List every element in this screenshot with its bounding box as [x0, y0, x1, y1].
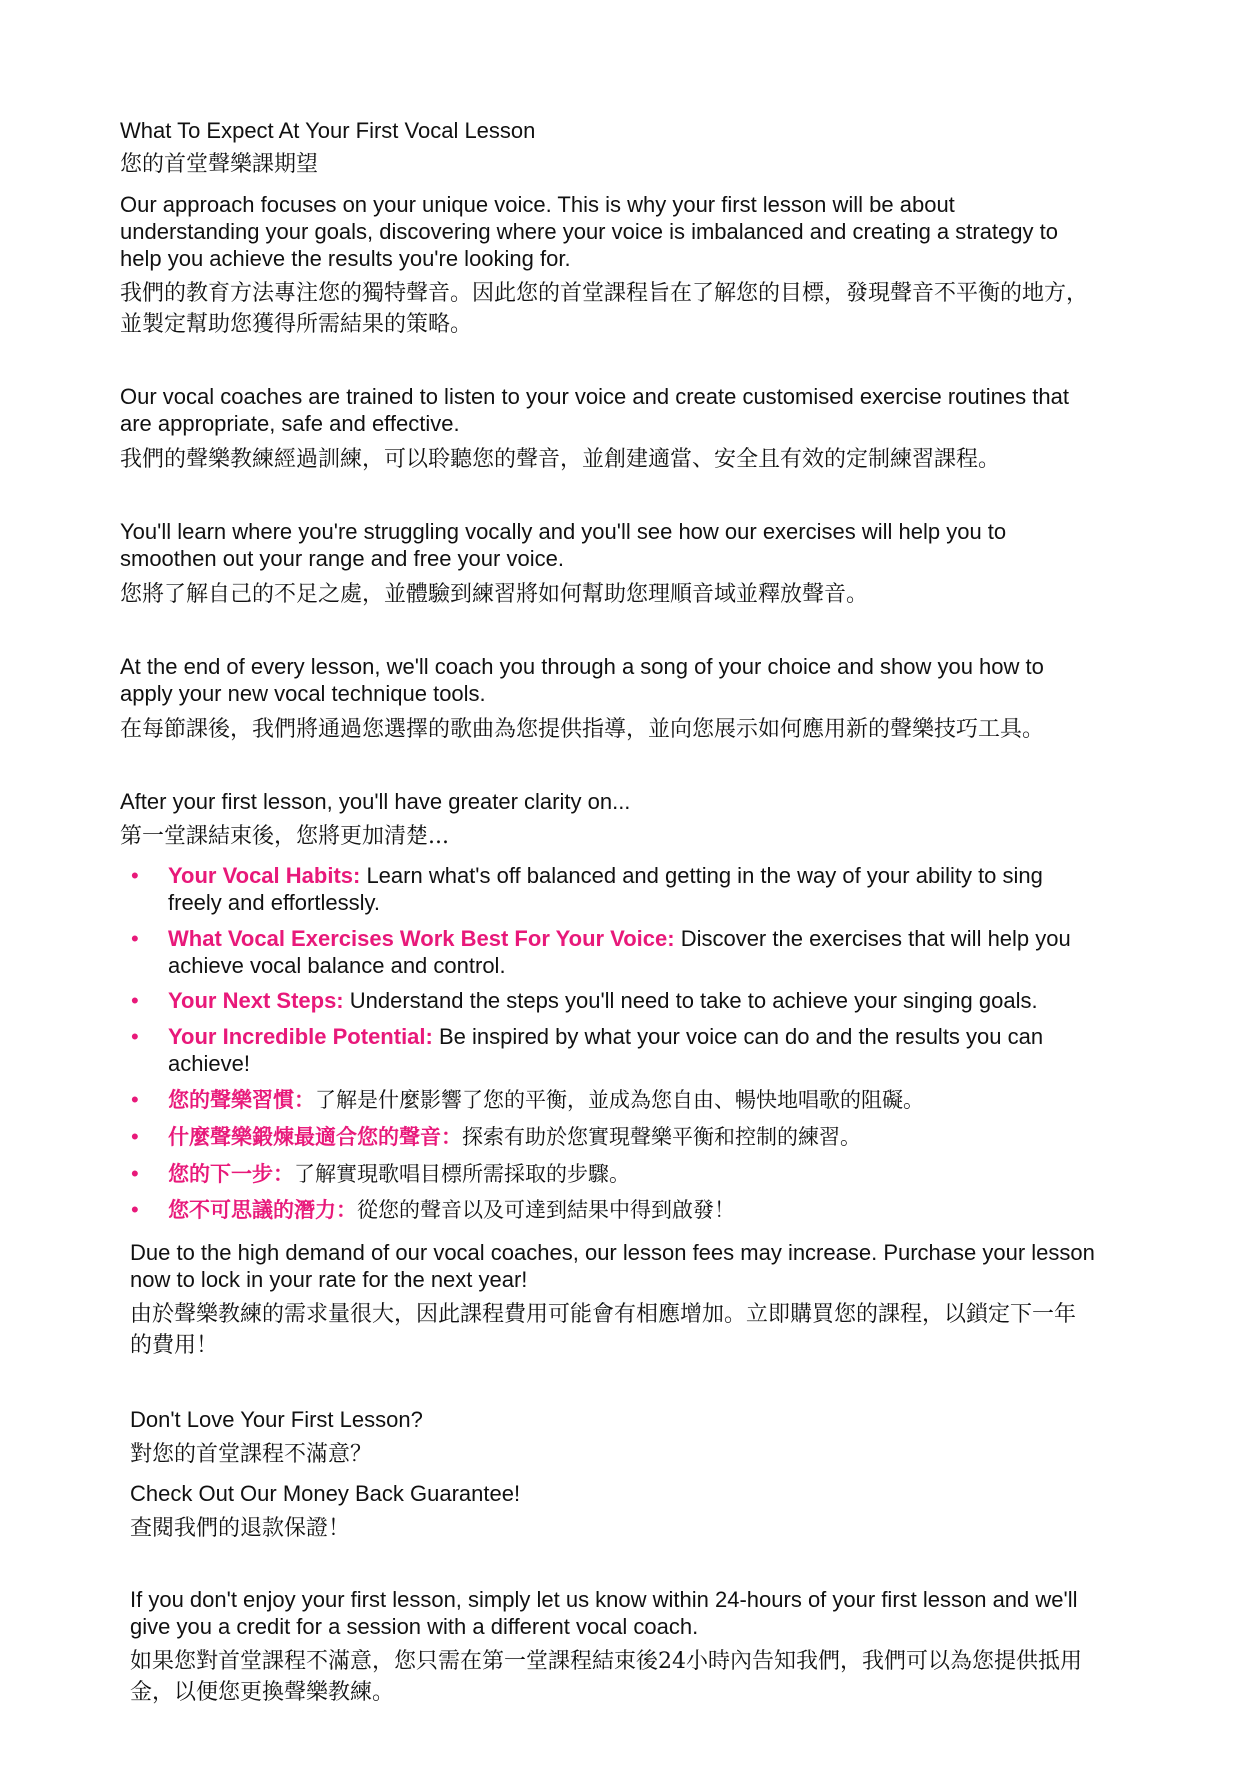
section-3-line-2: smoothen out your range and free your voice.	[120, 546, 564, 571]
demand-line-1: Due to the high demand of our vocal coaches, our lesson fees may increase. Purchase your lesson	[130, 1240, 1095, 1265]
demand-zh-line-1: 由於聲樂教練的需求量很大，因此課程費用可能會有相應增加。立即購買您的課程，以鎖定下一年	[130, 1302, 1077, 1327]
bullet-marker: •	[131, 863, 139, 888]
page-title-zh: 您的首堂聲樂課期望	[120, 152, 319, 177]
bullet-item-vocal-habits	[168, 862, 1043, 889]
bullet-label: What Vocal Exercises Work Best For Your Voice:	[168, 926, 675, 951]
bullet-label: Your Next Steps:	[168, 988, 344, 1013]
page-title: What To Expect At Your First Vocal Lesson	[120, 118, 536, 143]
bullet-label: Your Vocal Habits:	[168, 863, 361, 888]
section-2-line-2: are appropriate, safe and effective.	[120, 411, 460, 436]
section-4-line-1: At the end of every lesson, we'll coach you through a song of your choice and show you how to	[120, 654, 1044, 679]
dont-love-heading: Don't Love Your First Lesson?	[130, 1407, 423, 1432]
dont-love-heading-zh: 對您的首堂課程不滿意？	[130, 1442, 373, 1467]
section-1-zh-line-1: 我們的教育方法專注您的獨特聲音。因此您的首堂課程旨在了解您的目標，發現聲音不平衡的地方，	[120, 281, 1089, 306]
bullet-text: 從您的聲音以及可達到結果中得到啟發！	[357, 1198, 735, 1222]
section-4-line-2: apply your new vocal technique tools.	[120, 681, 486, 706]
refund-zh-line-2: 金，以便您更換聲樂教練。	[130, 1680, 395, 1705]
bullet-item-potential-cont: achieve!	[168, 1051, 250, 1076]
bullet-text: 了解實現歌唱目標所需採取的步驟。	[294, 1162, 630, 1186]
bullet-item-next-steps-zh	[168, 1160, 630, 1188]
section-3-line-1: You'll learn where you're struggling vocally and you'll see how our exercises will help you to	[120, 519, 1007, 544]
section-4-zh-line-1: 在每節課後，我們將通過您選擇的歌曲為您提供指導，並向您展示如何應用新的聲樂技巧工具。	[120, 717, 1045, 742]
bullet-item-vocal-exercises-zh	[168, 1123, 861, 1151]
bullet-label: 您的聲樂習慣：	[168, 1087, 315, 1112]
bullet-marker: •	[131, 1161, 139, 1186]
bullet-item-vocal-exercises	[168, 925, 1071, 952]
bullet-item-potential	[168, 1023, 1043, 1050]
bullet-marker: •	[131, 1024, 139, 1049]
bullet-marker: •	[131, 1124, 139, 1149]
bullet-text: Be inspired by what your voice can do and the results you can	[432, 1024, 1044, 1049]
refund-line-2: give you a credit for a session with a different vocal coach.	[130, 1614, 699, 1639]
demand-line-2: now to lock in your rate for the next year!	[130, 1267, 528, 1292]
clarity-intro-zh: 第一堂課結束後，您將更加清楚...	[120, 824, 449, 849]
bullet-item-next-steps	[168, 987, 1038, 1014]
refund-zh-line-1: 如果您對首堂課程不滿意，您只需在第一堂課程結束後24小時內告知我們，我們可以為您提供抵用	[130, 1649, 1082, 1674]
refund-line-1: If you don't enjoy your first lesson, simply let us know within 24-hours of your first lesson and we'll	[130, 1587, 1078, 1612]
bullet-marker: •	[131, 1197, 139, 1222]
bullet-label: 您的下一步：	[168, 1161, 294, 1186]
bullet-text: Understand the steps you'll need to take to achieve your singing goals.	[343, 988, 1038, 1013]
bullet-text: 探索有助於您實現聲樂平衡和控制的練習。	[462, 1125, 861, 1149]
section-2-zh-line-1: 我們的聲樂教練經過訓練，可以聆聽您的聲音，並創建適當、安全且有效的定制練習課程。	[120, 447, 1001, 472]
bullet-label: Your Incredible Potential:	[168, 1024, 433, 1049]
bullet-label: 什麼聲樂鍛煉最適合您的聲音：	[168, 1124, 462, 1149]
section-3-zh-line-1: 您將了解自己的不足之處，並體驗到練習將如何幫助您理順音域並釋放聲音。	[120, 582, 869, 607]
bullet-item-vocal-habits-cont: freely and effortlessly.	[168, 890, 380, 915]
bullet-item-vocal-exercises-cont: achieve vocal balance and control.	[168, 953, 506, 978]
bullet-text: Learn what's off balanced and getting in the way of your ability to sing	[360, 863, 1043, 888]
section-1-zh-line-2: 並製定幫助您獲得所需結果的策略。	[120, 312, 473, 337]
bullet-label: 您不可思議的潛力：	[168, 1197, 357, 1222]
bullet-marker: •	[131, 988, 139, 1013]
section-1-line-3: help you achieve the results you're looking for.	[120, 246, 571, 271]
clarity-intro: After your first lesson, you'll have greater clarity on...	[120, 789, 631, 814]
bullet-item-vocal-habits-zh	[168, 1086, 924, 1114]
guarantee-heading-zh: 查閱我們的退款保證！	[130, 1516, 351, 1541]
section-1-line-2: understanding your goals, discovering where your voice is imbalanced and creating a strategy to	[120, 219, 1058, 244]
bullet-text: 了解是什麼影響了您的平衡，並成為您自由、暢快地唱歌的阻礙。	[315, 1088, 924, 1112]
guarantee-heading: Check Out Our Money Back Guarantee!	[130, 1481, 521, 1506]
demand-zh-line-2: 的費用！	[130, 1333, 219, 1358]
section-2-line-1: Our vocal coaches are trained to listen to your voice and create customised exercise routines that	[120, 384, 1069, 409]
section-1-line-1: Our approach focuses on your unique voice. This is why your first lesson will be about	[120, 192, 955, 217]
bullet-marker: •	[131, 1087, 139, 1112]
bullet-marker: •	[131, 926, 139, 951]
bullet-text: Discover the exercises that will help you	[674, 926, 1071, 951]
bullet-item-potential-zh	[168, 1196, 735, 1224]
